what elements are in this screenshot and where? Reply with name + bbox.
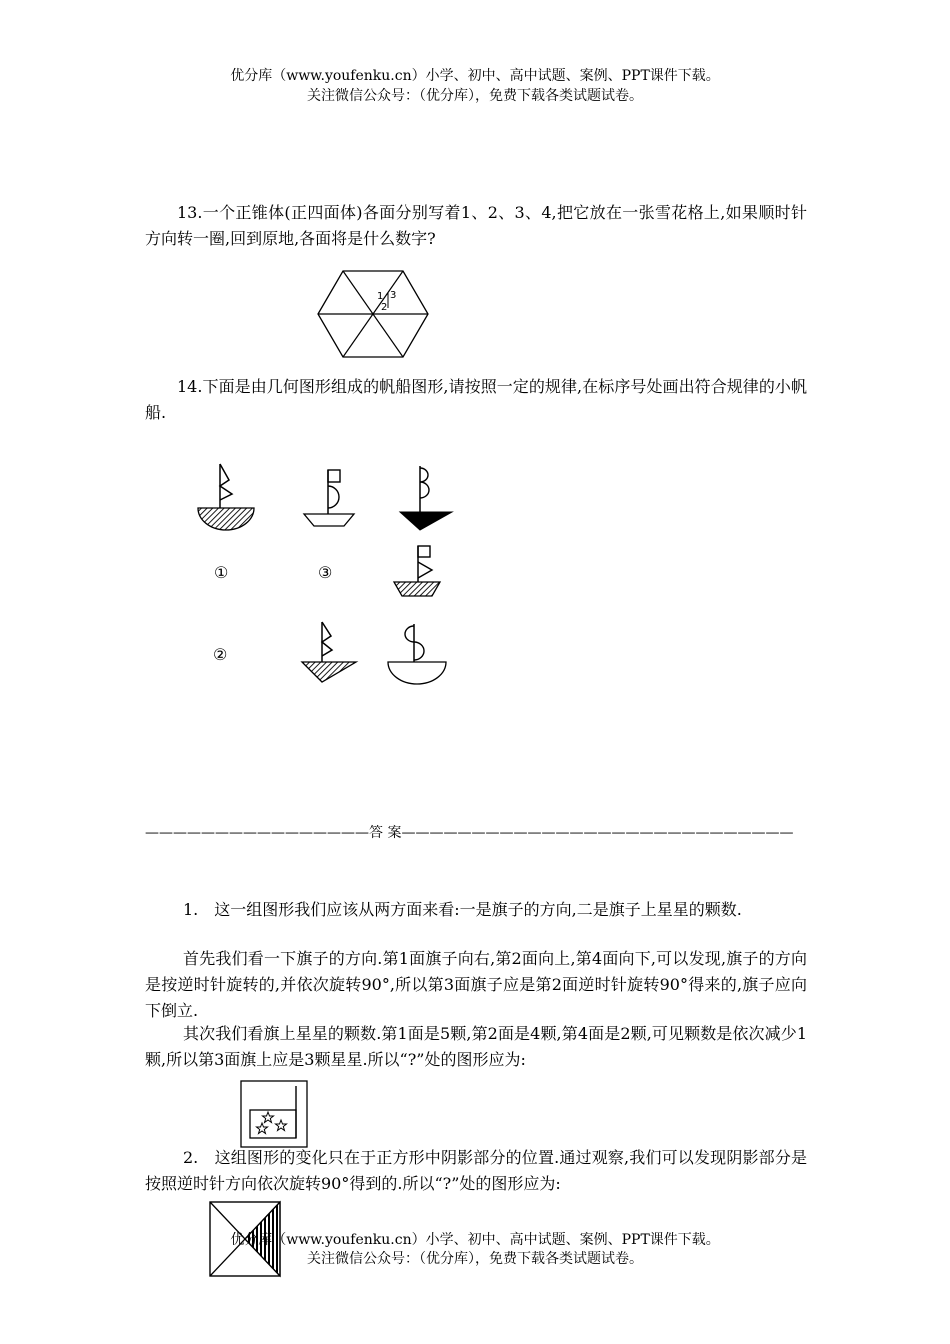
header-line-1: 优分库（www.youfenku.cn）小学、初中、高中试题、案例、PPT课件下载。 (230, 68, 720, 84)
divider-right-line: ———————————————————————————— (401, 825, 794, 841)
sailboat-4 (392, 544, 442, 604)
face-label-3: 3 (390, 290, 397, 301)
footer-line-2: 关注微信公众号：（优分库），免费下载各类试题试卷。 (307, 1251, 643, 1267)
answer-1-paragraph-1: 1. 这一组图形我们应该从两方面来看:一是旗子的方向,二是旗子上星星的颗数. (183, 900, 742, 919)
marker-3: ③ (318, 563, 333, 582)
star-icon (257, 1112, 287, 1134)
answer-heading: 答 案 (369, 825, 402, 841)
snowflake-hexagon-grid (316, 268, 436, 360)
marker-2: ② (213, 645, 228, 664)
answer-1-flag-figure (240, 1080, 310, 1150)
sailboat-2 (302, 468, 358, 530)
sailboat-3 (398, 464, 456, 534)
question-13-text: 13.一个正锥体(正四面体)各面分别写着1、2、3、4,把它放在一张雪花格上,如果顺时针方向转一圈,回到原地,各面将是什么数字? (145, 203, 807, 248)
sailboat-5 (300, 620, 360, 686)
answer-1-paragraph-3: 其次我们看旗上星星的颗数.第1面是5颗,第2面是4颗,第4面是2颗,可见颗数是依次减少1颗,所以第3面旗上应是3颗星星.所以“?”处的图形应为: (145, 1024, 807, 1069)
answer-divider (145, 822, 807, 842)
sailboat-6 (386, 620, 450, 688)
header-line-2: 关注微信公众号：（优分库），免费下载各类试题试卷。 (307, 88, 643, 104)
face-label-2: 2 (381, 302, 388, 313)
footer-line-1: 优分库（www.youfenku.cn）小学、初中、高中试题、案例、PPT课件下载。 (230, 1232, 720, 1248)
sailboat-1 (196, 462, 256, 532)
face-label-1: 1 (377, 291, 384, 302)
answer-2-paragraph-1: 2. 这组图形的变化只在于正方形中阴影部分的位置.通过观察,我们可以发现阴影部分是按照逆时针方向依次旋转90°得到的.所以“?”处的图形应为: (145, 1148, 807, 1193)
divider-left-line: ———————————————— (145, 825, 369, 841)
question-14-text: 14.下面是由几何图形组成的帆船图形,请按照一定的规律,在标序号处画出符合规律的小帆船. (145, 377, 807, 422)
marker-1: ① (214, 563, 229, 582)
answer-1-paragraph-2: 首先我们看一下旗子的方向.第1面旗子向右,第2面向上,第4面向下,可以发现,旗子的方向是按逆时针旋转的,并依次旋转90°,所以第3面旗子应是第2面逆时针旋转90°得来的,旗子应向下倒立. (145, 949, 807, 1020)
